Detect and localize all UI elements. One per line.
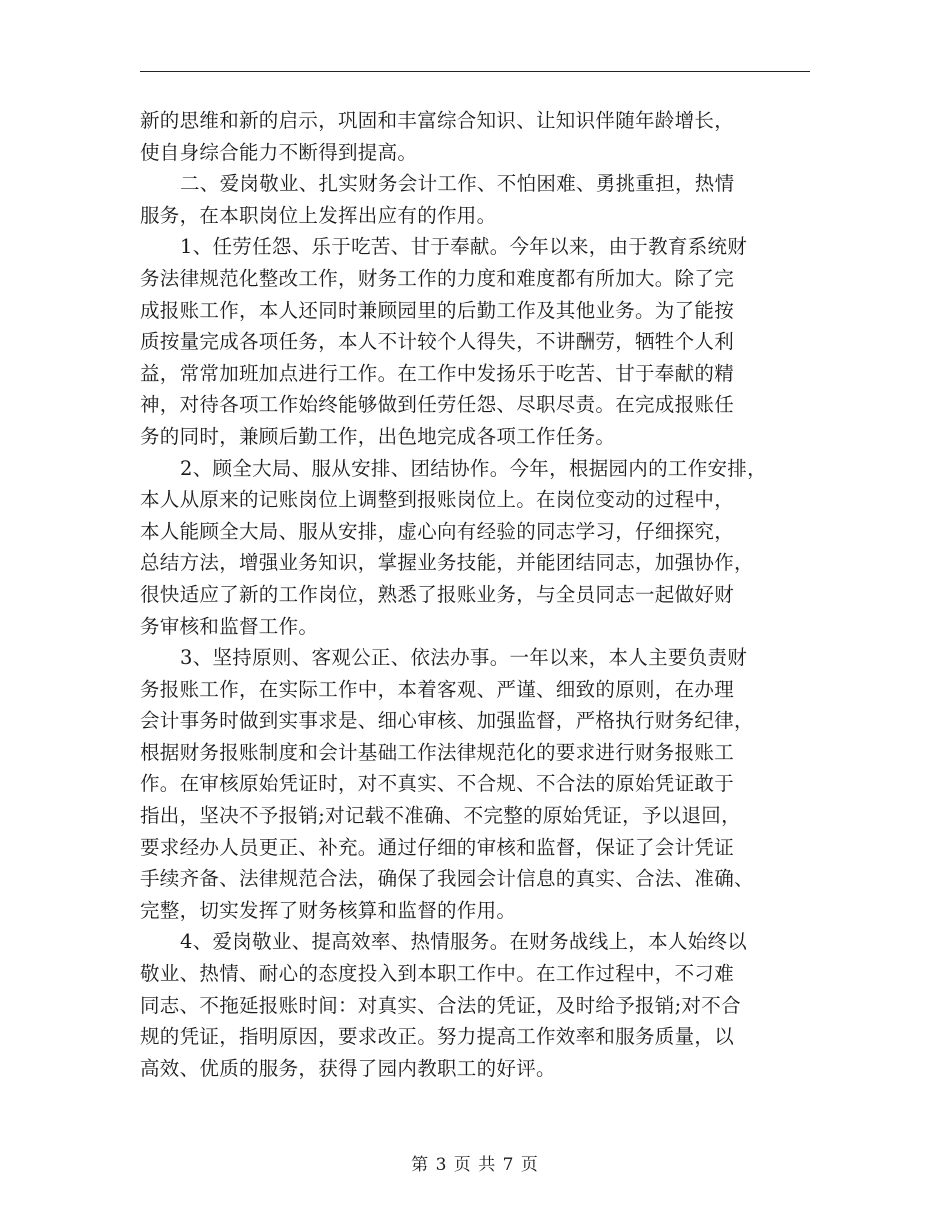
text-line: 3、坚持原则、客观公正、依法办事。一年以来，本人主要负责财 — [180, 646, 748, 670]
text-line: 4、爱岗敬业、提高效率、热情服务。在财务战线上，本人始终以 — [180, 930, 748, 954]
text-line: 益，常常加班加点进行工作。在工作中发扬乐于吃苦、甘于奉献的精 — [140, 361, 735, 385]
text-line: 本人能顾全大局、服从安排，虚心向有经验的同志学习，仔细探究， — [140, 519, 735, 543]
text-line: 会计事务时做到实事求是、细心审核、加强监督，严格执行财务纪律， — [140, 709, 754, 733]
text-line: 神，对待各项工作始终能够做到任劳任怨、尽职尽责。在完成报账任 — [140, 393, 735, 417]
page-footer: 第 3 页 共 7 页 — [411, 1155, 539, 1175]
text-line: 总结方法，增强业务知识，掌握业务技能，并能团结同志，加强协作， — [140, 551, 754, 575]
text-line: 作。在审核原始凭证时，对不真实、不合规、不合法的原始凭证敢于 — [140, 772, 735, 796]
text-line: 务审核和监督工作。 — [140, 614, 319, 638]
text-line: 高效、优质的服务，获得了园内教职工的好评。 — [140, 1056, 556, 1080]
text-line: 敬业、热情、耐心的态度投入到本职工作中。在工作过程中，不刁难 — [140, 962, 735, 986]
text-line: 务的同时，兼顾后勤工作，出色地完成各项工作任务。 — [140, 424, 616, 448]
text-line: 务法律规范化整改工作，财务工作的力度和难度都有所加大。除了完 — [140, 266, 735, 290]
text-line: 完整，切实发挥了财务核算和监督的作用。 — [140, 898, 517, 922]
text-line: 很快适应了新的工作岗位，熟悉了报账业务，与全员同志一起做好财 — [140, 582, 735, 606]
text-line: 务报账工作，在实际工作中，本着客观、严谨、细致的原则，在办理 — [140, 677, 735, 701]
document-body — [140, 105, 815, 1084]
text-line: 本人从原来的记账岗位上调整到报账岗位上。在岗位变动的过程中， — [140, 488, 735, 512]
header-rule — [140, 71, 810, 72]
text-line: 规的凭证，指明原因，要求改正。努力提高工作效率和服务质量，以 — [140, 1025, 735, 1049]
text-line: 二、爱岗敬业、扎实财务会计工作、不怕困难、勇挑重担，热情 — [180, 172, 735, 196]
text-line: 要求经办人员更正、补充。通过仔细的审核和监督，保证了会计凭证 — [140, 835, 735, 859]
text-line: 质按量完成各项任务，本人不计较个人得失，不讲酬劳，牺牲个人利 — [140, 330, 735, 354]
text-line: 2、顾全大局、服从安排、团结协作。今年，根据园内的工作安排， — [180, 456, 767, 480]
text-line: 手续齐备、法律规范合法，确保了我园会计信息的真实、合法、准确、 — [140, 867, 754, 891]
text-line: 使自身综合能力不断得到提高。 — [140, 140, 418, 164]
text-line: 服务，在本职岗位上发挥出应有的作用。 — [140, 203, 497, 227]
text-line: 指出，坚决不予报销;对记载不准确、不完整的原始凭证，予以退回， — [140, 804, 741, 828]
text-line: 同志、不拖延报账时间：对真实、合法的凭证，及时给予报销;对不合 — [140, 993, 741, 1017]
text-line: 1、任劳任怨、乐于吃苦、甘于奉献。今年以来，由于教育系统财 — [180, 235, 748, 259]
text-line: 成报账工作，本人还同时兼顾园里的后勤工作及其他业务。为了能按 — [140, 298, 735, 322]
text-line: 根据财务报账制度和会计基础工作法律规范化的要求进行财务报账工 — [140, 740, 735, 764]
text-line: 新的思维和新的启示，巩固和丰富综合知识、让知识伴随年龄增长， — [140, 109, 735, 132]
